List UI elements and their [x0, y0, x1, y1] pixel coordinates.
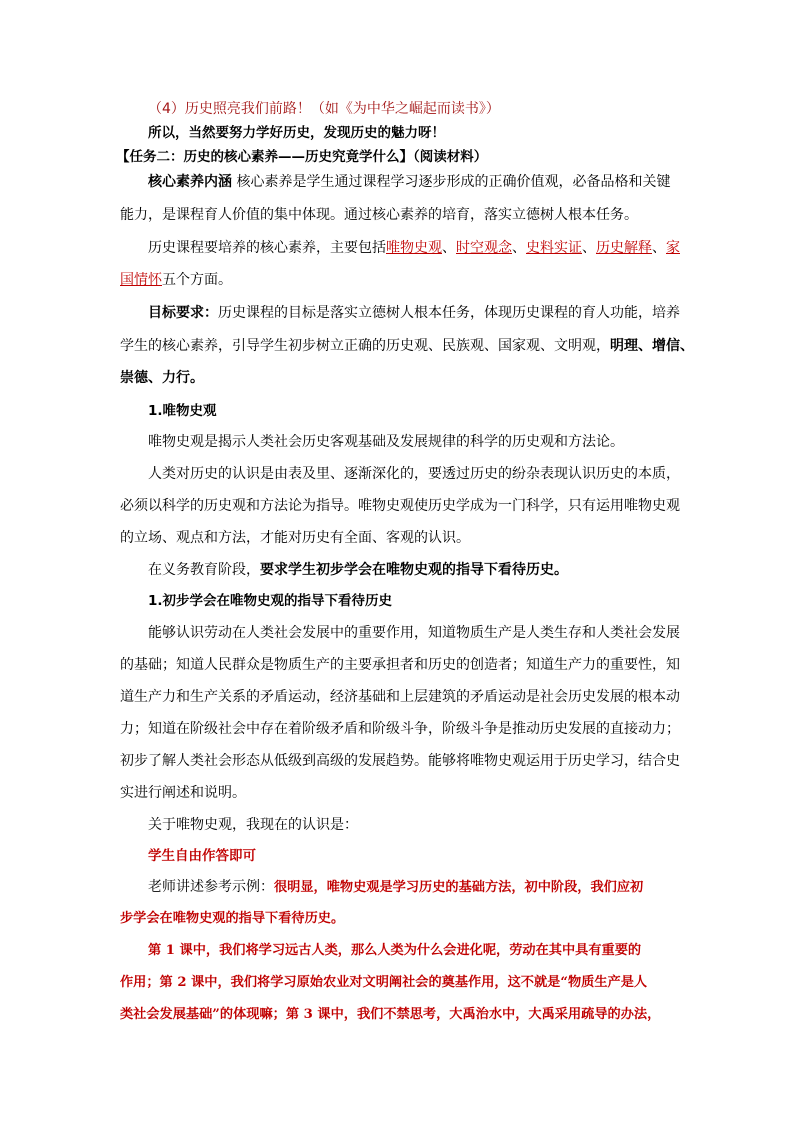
teacher-line-1	[148, 878, 643, 897]
goal-line-2	[120, 337, 694, 355]
literacy-rest: 五个方面。	[162, 272, 232, 288]
task2-title: 【任务二：历史的核心素养——历史究竟学什么】	[116, 149, 413, 165]
separator: 、	[512, 240, 526, 256]
goal-text-2: 学生的核心素养，引导学生初步树立正确的历史观、民族观、国家观、文明观，	[120, 338, 610, 354]
para3-line-2: 的基础；知道人民群众是物质生产的主要承担者和历史的创造者；知道生产力的重要性，知	[120, 657, 680, 673]
literacy-item-1: 唯物史观	[386, 240, 442, 256]
literacy-item-2: 时空观念	[456, 240, 512, 256]
separator: 、	[652, 240, 666, 256]
core-line-1	[148, 173, 670, 191]
free-answer-text: 学生自由作答即可	[148, 848, 256, 864]
teacher-example-1: 很明显，唯物史观是学习历史的基础方法，初中阶段，我们应初	[274, 880, 644, 895]
core-heading: 核心素养内涵	[148, 174, 232, 190]
goal-text-1: 历史课程的目标是落实立德树人根本任务，体现历史课程的育人功能，培养	[218, 305, 680, 321]
literacy-line-2	[120, 271, 232, 289]
para2-text: 在义务教育阶段，	[148, 562, 260, 578]
literacy-prefix: 历史课程要培养的核心素养，主要包括	[148, 240, 386, 256]
para2-line	[148, 561, 568, 579]
para1-line-1: 人类对历史的认识是由表及里、逐渐深化的，要透过历史的纷杂表现认识历史的本质，	[148, 466, 680, 482]
teacher-line-2: 步学会在唯物史观的指导下看待历史。	[120, 911, 345, 926]
literacy-line-1	[148, 239, 680, 257]
goal-line-1: 目标要求：历史课程的目标是落实立德树人根本任务，体现历史课程的育人功能，培养	[148, 305, 680, 321]
literacy-item-5-end: 国情怀	[120, 272, 162, 288]
core-text-1: 核心素养是学生通过课程学习逐步形成的正确价值观，必备品格和关键	[236, 174, 671, 190]
literacy-item-3: 史料实证	[526, 240, 582, 256]
para2-emph: 要求学生初步学会在唯物史观的指导下看待历史。	[260, 562, 568, 578]
lessons-line-2: 作用；第 2 课中，我们将学习原始农业对文明阐社会的奠基作用，这不就是“物质生产是人	[120, 975, 648, 990]
para3-line-3: 道生产力和生产关系的矛盾运动，经济基础和上层建筑的矛盾运动是社会历史发展的根本动	[120, 689, 680, 705]
core-line-2: 能力，是课程育人价值的集中体现。通过核心素养的培育，落实立德树人根本任务。	[120, 207, 638, 223]
literacy-item-5-start: 家	[666, 240, 680, 256]
literacy-item-4: 历史解释	[596, 240, 652, 256]
task2-note: （阅读材料）	[413, 149, 488, 165]
lessons-line-1: 第 1 课中，我们将学习远古人类，那么人类为什么会进化呢，劳动在其中具有重要的	[148, 943, 642, 958]
goal-emph-1: 明理、增信、	[610, 338, 694, 354]
task2-title-line	[116, 148, 487, 166]
goal-line-3: 崇德、力行。	[120, 370, 204, 386]
section-4-lead: （4）历史照亮我们前路！	[148, 101, 311, 117]
section-4-line	[148, 100, 500, 118]
goal-heading: 目标要求	[148, 305, 204, 321]
prompt-text: 关于唯物史观，我现在的认识是：	[148, 817, 358, 833]
section-4-tail: （如《为中华之崛起而读书》）	[310, 101, 500, 117]
subheading-1: 1.唯物史观	[148, 403, 217, 419]
para1-line-3: 的立场、观点和方法，才能对历史有全面、客观的认识。	[120, 530, 470, 546]
lessons-line-3: 类社会发展基础”的体现嘛；第 3 课中，我们不禁思考，大禹治水中，大禹采用疏导的办法，	[120, 1007, 661, 1022]
definition-text: 唯物史观是揭示人类社会历史客观基础及发展规律的科学的历史观和方法论。	[148, 434, 624, 450]
para3-line-5: 初步了解人类社会形态从低级到高级的发展趋势。能够将唯物史观运用于历史学习，结合史	[120, 753, 680, 769]
para1-line-2: 必须以科学的历史观和方法论为指导。唯物史观使历史学成为一门科学，只有运用唯物史观	[120, 498, 680, 514]
teacher-label: 老师讲述参考示例：	[148, 879, 274, 895]
para3-line-6: 实进行阐述和说明。	[120, 785, 246, 801]
para3-line-4: 力；知道在阶级社会中存在着阶级矛盾和阶级斗争，阶级斗争是推动历史发展的直接动力；	[120, 721, 680, 737]
para3-line-1: 能够认识劳动在人类社会发展中的重要作用，知道物质生产是人类生存和人类社会发展	[148, 625, 680, 641]
separator: 、	[582, 240, 596, 256]
conclusion-text: 所以，当然要努力学好历史，发现历史的魅力呀！	[148, 125, 445, 141]
separator: 、	[442, 240, 456, 256]
subheading-2: 1.初步学会在唯物史观的指导下看待历史	[148, 593, 393, 609]
